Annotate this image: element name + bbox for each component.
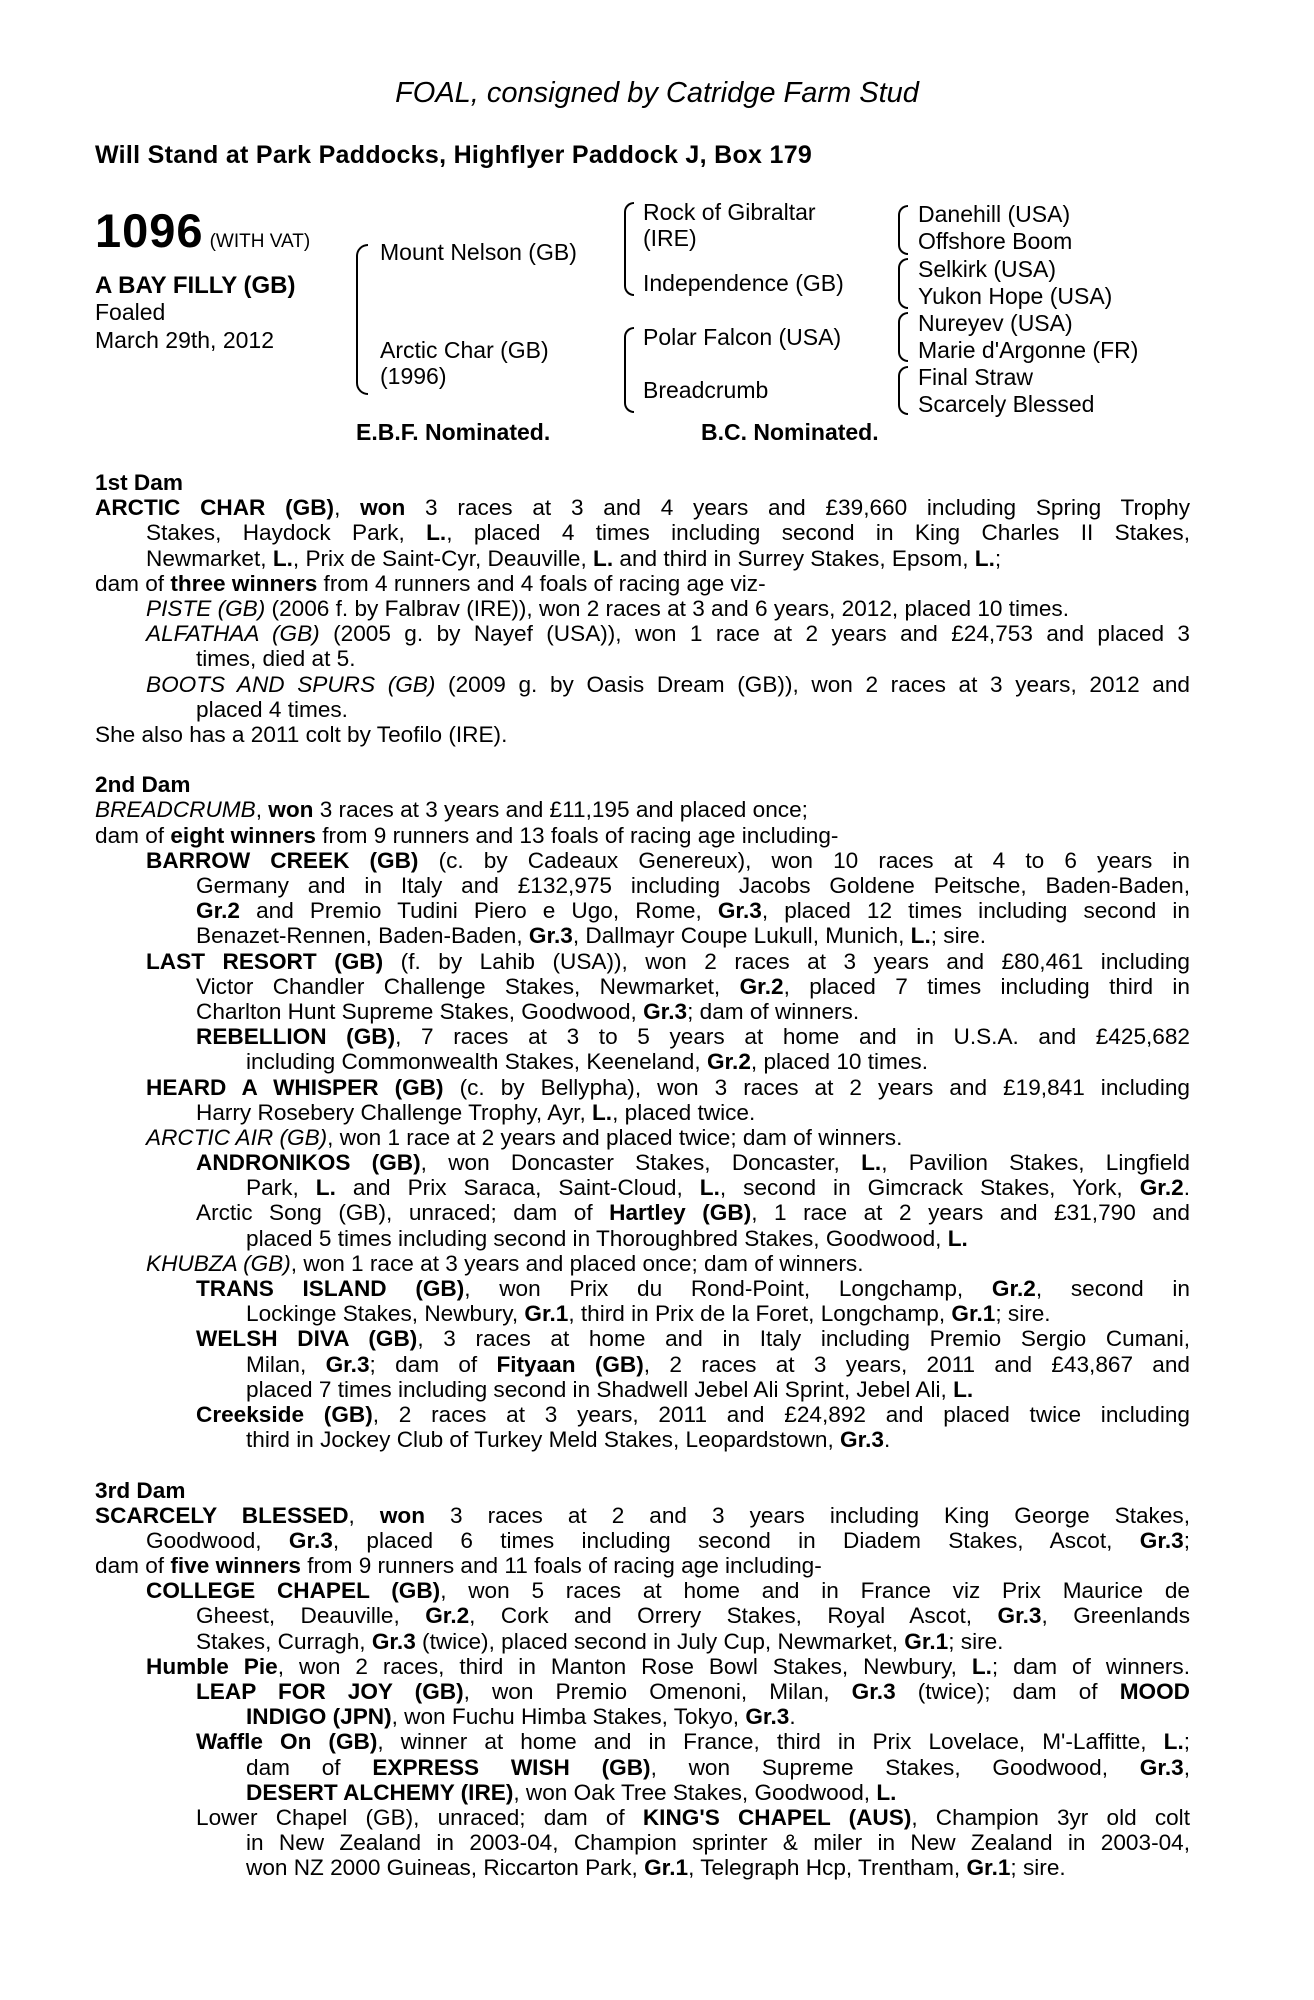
second-dam-line: Charlton Hunt Supreme Stakes, Goodwood, Gr.3; dam of winners.	[196, 998, 860, 1024]
horse-name: A BAY FILLY (GB)	[95, 272, 296, 299]
second-dam-line: Harry Rosebery Challenge Trophy, Ayr, L., placed twice.	[196, 1099, 756, 1125]
first-dam-section	[95, 470, 1190, 747]
pedigree-brace-g1	[898, 205, 908, 255]
pedigree-sire: Mount Nelson (GB)	[380, 239, 577, 265]
pedigree-ggp-8: Scarcely Blessed	[918, 391, 1095, 417]
third-dam-section	[95, 1478, 1190, 1881]
second-dam-line: dam of eight winners from 9 runners and 13 foals of racing age including-	[95, 822, 839, 848]
second-dam-line: Arctic Song (GB), unraced; dam of Hartley (GB), 1 race at 2 years and £31,790 and	[196, 1200, 1190, 1226]
second-dam-section	[95, 772, 1190, 1452]
first-dam-line: ARCTIC CHAR (GB), won 3 races at 3 and 4 years and £39,660 including Spring Trophy	[95, 495, 1190, 521]
pedigree-sire-sire	[643, 199, 816, 251]
pedigree-ggp-5: Nureyev (USA)	[918, 310, 1073, 336]
second-dam-line: Gr.2 and Premio Tudini Piero e Ugo, Rome, Gr.3, placed 12 times including second in	[196, 898, 1190, 924]
second-dam-line: Lockinge Stakes, Newbury, Gr.1, third in Prix de la Foret, Longchamp, Gr.1; sire.	[246, 1301, 1051, 1327]
pedigree-dam-year: (1996)	[380, 363, 447, 389]
third-dam-line: INDIGO (JPN), won Fuchu Himba Stakes, Tokyo, Gr.3.	[246, 1704, 796, 1730]
third-dam-line: won NZ 2000 Guineas, Riccarton Park, Gr.1, Telegraph Hcp, Trentham, Gr.1; sire.	[246, 1855, 1066, 1881]
second-dam-heading: 2nd Dam	[95, 772, 191, 798]
second-dam-line: Creekside (GB), 2 races at 3 years, 2011 and £24,892 and placed twice including	[196, 1401, 1190, 1427]
second-dam-line: BARROW CREEK (GB) (c. by Cadeaux Genereux), won 10 races at 4 to 6 years in	[146, 847, 1190, 873]
vat-label: (WITH VAT)	[209, 231, 311, 252]
pedigree-sire-sire-origin: (IRE)	[643, 225, 697, 251]
second-dam-line: BREADCRUMB, won 3 races at 3 years and £11,195 and placed once;	[95, 797, 808, 823]
second-dam-line: placed 7 times including second in Shadwell Jebel Ali Sprint, Jebel Ali, L.	[246, 1376, 974, 1402]
pedigree-ggp-3: Selkirk (USA)	[918, 256, 1057, 282]
lot-number-block	[95, 203, 310, 258]
pedigree-dam-sire: Polar Falcon (USA)	[643, 324, 842, 350]
pedigree-sire-sire-name: Rock of Gibraltar	[643, 199, 816, 225]
pedigree-brace-g2	[898, 258, 908, 309]
third-dam-line: Humble Pie, won 2 races, third in Manton Rose Bowl Stakes, Newbury, L.; dam of winners.	[146, 1653, 1190, 1679]
first-dam-line: Stakes, Haydock Park, L., placed 4 times including second in King Charles II Stakes,	[146, 520, 1190, 546]
catalogue-body	[95, 470, 1190, 1881]
stand-location: Will Stand at Park Paddocks, Highflyer Paddock J, Box 179	[95, 141, 813, 169]
third-dam-heading: 3rd Dam	[95, 1477, 186, 1503]
third-dam-line: LEAP FOR JOY (GB), won Premio Omenoni, Milan, Gr.3 (twice); dam of MOOD	[196, 1679, 1190, 1704]
foaled-label: Foaled	[95, 299, 166, 325]
pedigree-sire-dam: Independence (GB)	[643, 270, 844, 296]
third-dam-line: DESERT ALCHEMY (IRE), won Oak Tree Stakes, Goodwood, L.	[246, 1779, 897, 1805]
second-dam-line: Milan, Gr.3; dam of Fityaan (GB), 2 races at 3 years, 2011 and £43,867 and	[246, 1351, 1191, 1377]
second-dam-line: WELSH DIVA (GB), 3 races at home and in Italy including Premio Sergio Cumani,	[196, 1326, 1190, 1352]
pedigree-brace-sire	[624, 202, 634, 296]
second-dam-line: HEARD A WHISPER (GB) (c. by Bellypha), won 3 races at 2 years and £19,841 including	[146, 1074, 1190, 1100]
second-dam-line: TRANS ISLAND (GB), won Prix du Rond-Point, Longchamp, Gr.2, second in	[196, 1276, 1190, 1301]
second-dam-line: Victor Chandler Challenge Stakes, Newmarket, Gr.2, placed 7 times including third in	[196, 973, 1190, 999]
second-dam-line: third in Jockey Club of Turkey Meld Stakes, Leopardstown, Gr.3.	[246, 1427, 891, 1453]
first-dam-line: PISTE (GB) (2006 f. by Falbrav (IRE)), won 2 races at 3 and 6 years, 2012, placed 10 times.	[146, 595, 1069, 621]
third-dam-line: Waffle On (GB), winner at home and in France, third in Prix Lovelace, M'-Laffitte, L.;	[196, 1729, 1191, 1755]
third-dam-line: dam of five winners from 9 runners and 11 foals of racing age including-	[95, 1553, 822, 1579]
foaled-date: March 29th, 2012	[95, 327, 275, 353]
pedigree-ggp-2: Offshore Boom	[918, 228, 1073, 254]
second-dam-line: including Commonwealth Stakes, Keeneland, Gr.2, placed 10 times.	[246, 1049, 928, 1075]
third-dam-line: in New Zealand in 2003-04, Champion sprinter & miler in New Zealand in 2003-04,	[246, 1830, 1190, 1856]
pedigree-brace-dam	[624, 327, 634, 413]
third-dam-line: dam of EXPRESS WISH (GB), won Supreme Stakes, Goodwood, Gr.3,	[246, 1754, 1190, 1780]
pedigree-brace-g3	[898, 312, 908, 362]
first-dam-line: Newmarket, L., Prix de Saint-Cyr, Deauville, L. and third in Surrey Stakes, Epsom, L.;	[146, 545, 1002, 571]
pedigree-ggp-4: Yukon Hope (USA)	[918, 283, 1113, 309]
first-dam-line: BOOTS AND SPURS (GB) (2009 g. by Oasis Dream (GB)), won 2 races at 3 years, 2012 and	[146, 671, 1190, 697]
second-dam-line: Benazet-Rennen, Baden-Baden, Gr.3, Dallmayr Coupe Lukull, Munich, L.; sire.	[196, 923, 986, 949]
second-dam-line: Park, L. and Prix Saraca, Saint-Cloud, L., second in Gimcrack Stakes, York, Gr.2.	[246, 1175, 1190, 1201]
second-dam-line: placed 5 times including second in Thoroughbred Stakes, Goodwood, L.	[246, 1225, 968, 1251]
first-dam-line: placed 4 times.	[196, 696, 348, 722]
third-dam-line: Lower Chapel (GB), unraced; dam of KING'S CHAPEL (AUS), Champion 3yr old colt	[196, 1804, 1190, 1830]
first-dam-heading: 1st Dam	[95, 470, 183, 495]
third-dam-line: COLLEGE CHAPEL (GB), won 5 races at home and in France viz Prix Maurice de	[146, 1578, 1191, 1604]
consignment-line: FOAL, consigned by Catridge Farm Stud	[395, 77, 919, 109]
second-dam-line: ANDRONIKOS (GB), won Doncaster Stakes, Doncaster, L., Pavilion Stakes, Lingfield	[196, 1150, 1190, 1176]
second-dam-line: KHUBZA (GB), won 1 race at 3 years and placed once; dam of winners.	[146, 1250, 864, 1276]
first-dam-line: dam of three winners from 4 runners and 4 foals of racing age viz-	[95, 570, 766, 596]
bc-nominated: B.C. Nominated.	[701, 419, 879, 445]
lot-number: 1096	[95, 204, 204, 257]
pedigree-brace-main	[356, 244, 368, 395]
second-dam-line: LAST RESORT (GB) (f. by Lahib (USA)), won 2 races at 3 years and £80,461 including	[146, 948, 1190, 974]
pedigree-ggp-6: Marie d'Argonne (FR)	[918, 337, 1139, 363]
third-dam-line: Stakes, Curragh, Gr.3 (twice), placed second in July Cup, Newmarket, Gr.1; sire.	[196, 1628, 1004, 1654]
second-dam-line: ARCTIC AIR (GB), won 1 race at 2 years and placed twice; dam of winners.	[146, 1124, 903, 1150]
second-dam-line: REBELLION (GB), 7 races at 3 to 5 years at home and in U.S.A. and £425,682	[196, 1024, 1190, 1050]
third-dam-line: Gheest, Deauville, Gr.2, Cork and Orrery Stakes, Royal Ascot, Gr.3, Greenlands	[196, 1603, 1190, 1629]
foaled-info	[95, 298, 274, 354]
ebf-nominated: E.B.F. Nominated.	[356, 419, 551, 445]
pedigree-dam	[380, 337, 549, 389]
pedigree-dam-name: Arctic Char (GB)	[380, 337, 549, 363]
first-dam-line: She also has a 2011 colt by Teofilo (IRE).	[95, 721, 508, 747]
third-dam-line: SCARCELY BLESSED, won 3 races at 2 and 3 years including King George Stakes,	[95, 1502, 1190, 1528]
pedigree-ggp-7: Final Straw	[918, 364, 1034, 390]
pedigree-dam-dam: Breadcrumb	[643, 377, 769, 403]
third-dam-line: Goodwood, Gr.3, placed 6 times including second in Diadem Stakes, Ascot, Gr.3;	[146, 1527, 1190, 1553]
pedigree-brace-g4	[898, 366, 908, 415]
pedigree-ggp-1: Danehill (USA)	[918, 201, 1071, 227]
second-dam-line: Germany and in Italy and £132,975 including Jacobs Goldene Peitsche, Baden-Baden,	[196, 873, 1190, 898]
first-dam-line: ALFATHAA (GB) (2005 g. by Nayef (USA)), won 1 race at 2 years and £24,753 and placed 3	[146, 621, 1190, 647]
first-dam-line: times, died at 5.	[196, 646, 356, 672]
